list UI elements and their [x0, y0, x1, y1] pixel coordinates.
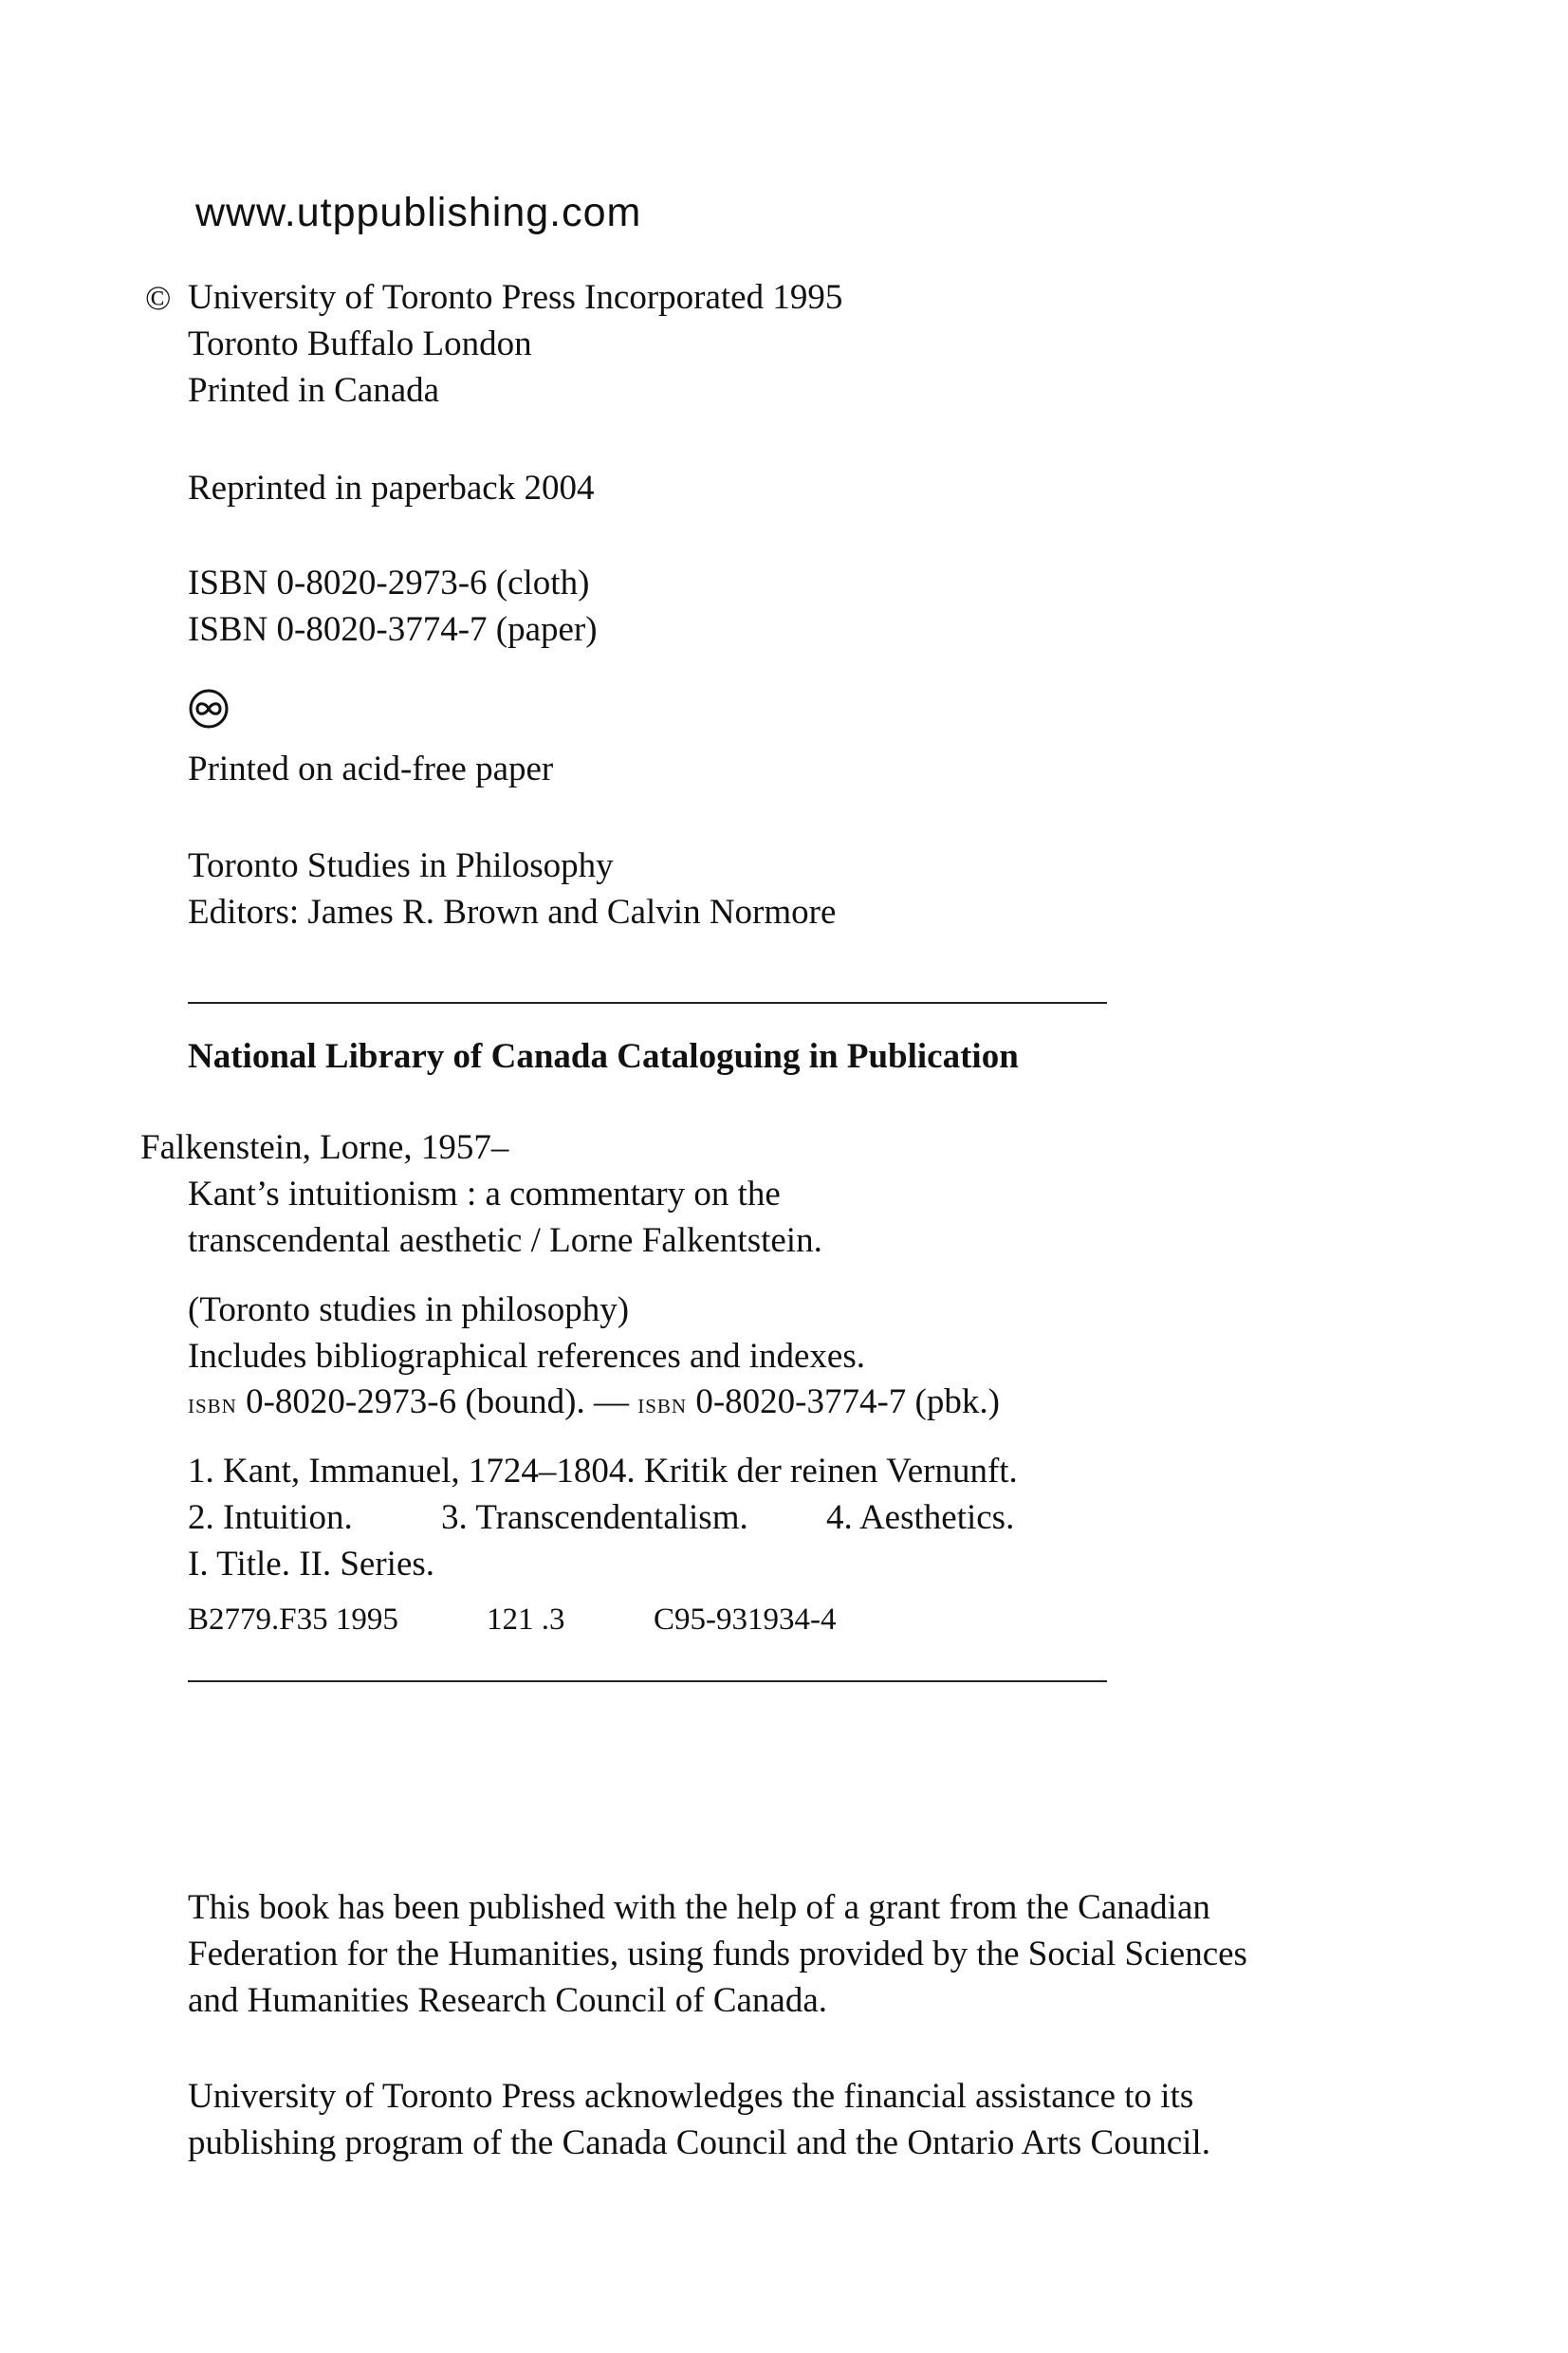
cip-record-number: C95-931934-4: [654, 1603, 837, 1637]
reprint-note: Reprinted in paperback 2004: [188, 469, 595, 508]
cip-subject-1: 1. Kant, Immanuel, 1724–1804. Kritik der reinen Vernunft.: [188, 1452, 1018, 1491]
cip-subject-5: I. Title. II. Series.: [188, 1545, 435, 1584]
cip-author: Falkenstein, Lorne, 1957–: [140, 1128, 509, 1167]
series-title: Toronto Studies in Philosophy: [188, 846, 614, 885]
isbn-cloth: ISBN 0-8020-2973-6 (cloth): [188, 564, 590, 602]
publisher-website: www.utppublishing.com: [195, 190, 642, 235]
cip-series-note: (Toronto studies in philosophy): [188, 1290, 630, 1329]
grant-line-3: and Humanities Research Council of Canada.: [188, 1981, 828, 2020]
acknowledgement-line-1: University of Toronto Press acknowledges the financial assistance to its: [188, 2077, 1194, 2116]
cip-isbn-value-2: 0-8020-3774-7 (pbk.): [695, 1382, 1000, 1421]
cip-call-number: B2779.F35 1995: [188, 1603, 398, 1637]
cip-isbn-line: [188, 1380, 1000, 1427]
grant-line-2: Federation for the Humanities, using funds provided by the Social Sciences: [188, 1935, 1247, 1973]
copyright-line-1: University of Toronto Press Incorporated 1995: [188, 278, 843, 317]
infinity-circle-icon: [188, 688, 230, 730]
series-editors: Editors: James R. Brown and Calvin Normore: [188, 893, 837, 932]
cip-biblio-note: Includes bibliographical references and indexes.: [188, 1337, 866, 1376]
cip-top-rule: [188, 1002, 1107, 1004]
cip-isbn-value-1: 0-8020-2973-6 (bound). —: [246, 1382, 629, 1421]
copyright-line-2: Toronto Buffalo London: [188, 324, 532, 363]
isbn-paper: ISBN 0-8020-3774-7 (paper): [188, 610, 598, 649]
cip-isbn-label-1: isbn: [188, 1388, 237, 1419]
cip-subject-4: 4. Aesthetics.: [826, 1498, 1015, 1537]
copyright-line-3: Printed in Canada: [188, 371, 440, 410]
cip-title-line-1: Kant’s intuitionism : a commentary on the: [188, 1175, 781, 1214]
cip-isbn-label-2: isbn: [637, 1388, 688, 1419]
cip-bottom-rule: [188, 1680, 1107, 1682]
cip-title-line-2: transcendental aesthetic / Lorne Falkentstein.: [188, 1221, 822, 1260]
grant-line-1: This book has been published with the help of a grant from the Canadian: [188, 1888, 1210, 1927]
acknowledgement-line-2: publishing program of the Canada Council and the Ontario Arts Council.: [188, 2123, 1210, 2162]
cip-heading: National Library of Canada Cataloguing in Publication: [188, 1037, 1019, 1076]
cip-subject-2: 2. Intuition.: [188, 1498, 353, 1537]
copyright-symbol: ©: [145, 279, 172, 317]
cip-subject-3: 3. Transcendentalism.: [441, 1498, 748, 1537]
acid-free-note: Printed on acid-free paper: [188, 750, 554, 788]
cip-dewey-number: 121 .3: [487, 1603, 565, 1637]
